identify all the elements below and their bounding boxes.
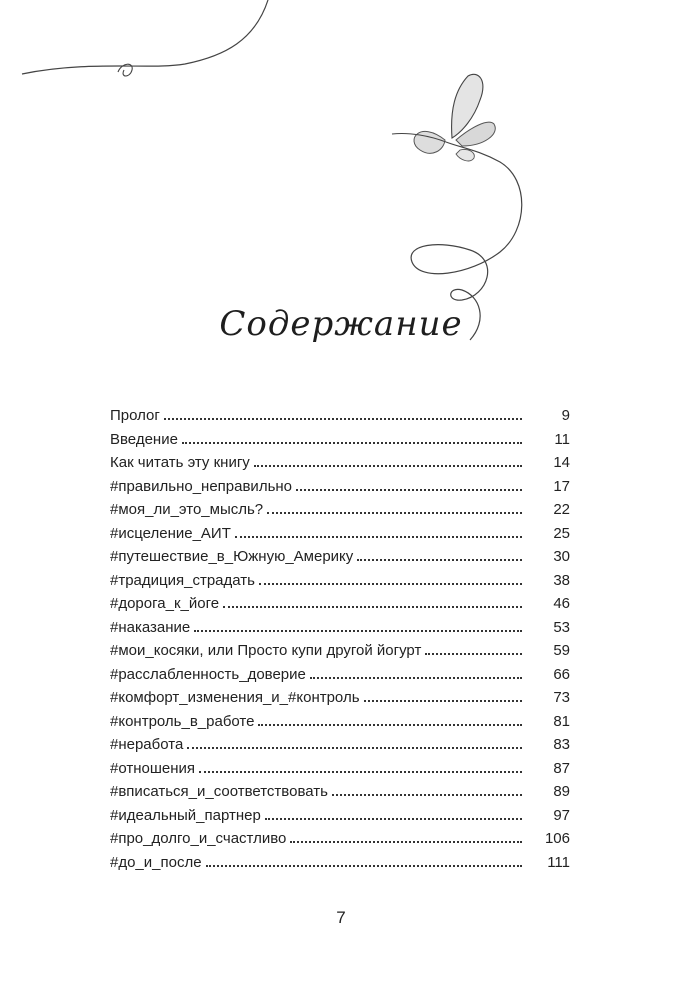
toc-entry-title: #правильно_неправильно xyxy=(110,477,293,495)
dot-leader xyxy=(206,864,522,867)
toc-entry-page: 9 xyxy=(561,407,570,424)
toc-entry-page: 66 xyxy=(553,665,570,683)
toc-entry xyxy=(110,451,570,475)
toc-entry-page: 22 xyxy=(553,501,570,518)
toc-entry xyxy=(110,569,570,593)
toc-entry-title: #путешествие_в_Южную_Америку xyxy=(110,548,354,565)
toc-entry-title: Пролог xyxy=(110,407,160,424)
toc-entry-title: #контроль_в_работе xyxy=(110,712,255,730)
dot-leader xyxy=(223,605,522,608)
toc-entry xyxy=(110,592,570,616)
dot-leader xyxy=(290,840,522,843)
toc-entry-title: Как читать эту книгу xyxy=(110,454,250,471)
page-number: 7 xyxy=(336,908,346,927)
butterfly-icon xyxy=(392,74,495,161)
dot-leader xyxy=(164,417,522,420)
toc-entry xyxy=(110,522,570,546)
dot-leader xyxy=(235,535,522,538)
toc-entry-page: 11 xyxy=(554,430,570,448)
dot-leader xyxy=(364,699,522,702)
toc-entry-page: 106 xyxy=(544,830,570,847)
dot-leader xyxy=(357,558,522,561)
toc-entry-page: 46 xyxy=(553,595,570,612)
toc-entry-page: 14 xyxy=(553,454,570,471)
toc-entry-page: 53 xyxy=(553,618,570,636)
dot-leader xyxy=(182,441,522,444)
toc-entry-page: 81 xyxy=(553,712,570,730)
toc-entry xyxy=(110,616,570,640)
toc-entry-title: #комфорт_изменения_и_#контроль xyxy=(110,689,360,706)
toc-entry-title: #отношения xyxy=(110,759,196,777)
dot-leader xyxy=(425,652,522,655)
toc-entry-page: 17 xyxy=(553,477,570,495)
toc-entry xyxy=(110,404,570,428)
toc-entry-title: Введение xyxy=(110,430,178,448)
toc-entry xyxy=(110,804,570,828)
toc-entry xyxy=(110,851,570,875)
dot-leader xyxy=(332,793,522,796)
toc-entry-page: 73 xyxy=(553,689,570,706)
page-title: Содержание xyxy=(219,304,463,344)
toc-entry xyxy=(110,733,570,757)
dot-leader xyxy=(265,817,522,820)
toc-entry-page: 89 xyxy=(553,783,570,800)
toc-entry-title: #традиция_страдать xyxy=(110,571,255,589)
toc-entry-page: 30 xyxy=(553,548,570,565)
dot-leader xyxy=(254,464,522,467)
dot-leader xyxy=(310,676,522,679)
dot-leader xyxy=(267,511,522,514)
toc-entry xyxy=(110,475,570,499)
toc-entry-page: 59 xyxy=(553,642,570,659)
toc-entry xyxy=(110,428,570,452)
toc-entry-page: 25 xyxy=(553,524,570,542)
toc-entry xyxy=(110,663,570,687)
dot-leader xyxy=(258,723,522,726)
toc-entry-title: #моя_ли_это_мысль? xyxy=(110,501,264,518)
toc-entry-title: #мои_косяки, или Просто купи другой йогурт xyxy=(110,642,422,659)
toc-entry xyxy=(110,827,570,851)
toc-entry-title: #идеальный_партнер xyxy=(110,806,261,824)
toc-entry-title: #про_долго_и_счастливо xyxy=(110,830,287,847)
toc-entry-title: #неработа xyxy=(110,736,184,753)
toc-entry xyxy=(110,780,570,804)
toc-entry-page: 97 xyxy=(553,806,570,824)
toc-entry-title: #исцеление_АИТ xyxy=(110,524,231,542)
dot-leader xyxy=(194,629,522,632)
toc-entry xyxy=(110,686,570,710)
toc-entry xyxy=(110,710,570,734)
dot-leader xyxy=(296,488,522,491)
toc-entry xyxy=(110,498,570,522)
dot-leader xyxy=(187,746,522,749)
toc-entry-page: 38 xyxy=(553,571,570,589)
decorative-curve-line xyxy=(22,0,268,74)
table-of-contents xyxy=(110,404,570,874)
toc-entry-page: 83 xyxy=(553,736,570,753)
toc-entry xyxy=(110,639,570,663)
toc-entry-title: #дорога_к_йоге xyxy=(110,595,220,612)
dot-leader xyxy=(259,582,522,585)
toc-entry xyxy=(110,757,570,781)
toc-entry-title: #наказание xyxy=(110,618,191,636)
toc-entry-title: #расслабленность_доверие xyxy=(110,665,306,683)
toc-entry xyxy=(110,545,570,569)
toc-entry-title: #вписаться_и_соответствовать xyxy=(110,783,328,800)
dot-leader xyxy=(199,770,522,773)
toc-entry-page: 111 xyxy=(547,853,570,871)
toc-entry-title: #до_и_после xyxy=(110,853,202,871)
toc-entry-page: 87 xyxy=(553,759,570,777)
